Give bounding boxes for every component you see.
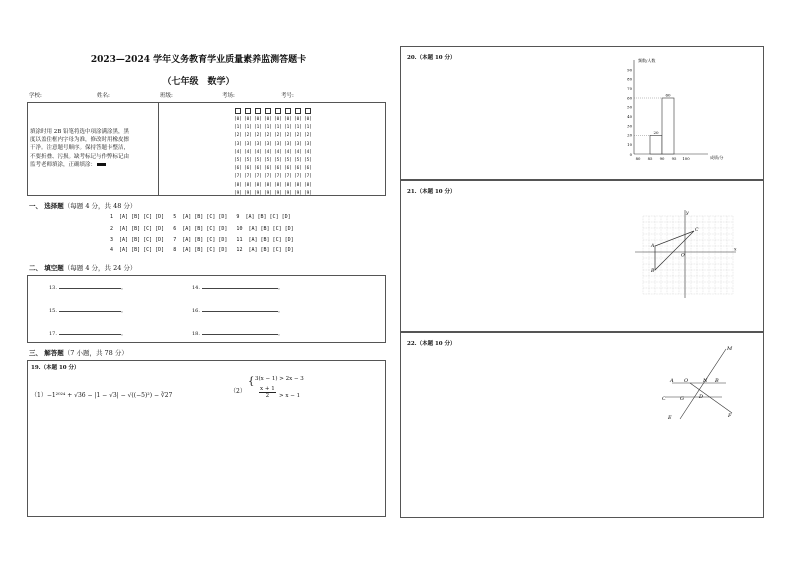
exam-id-digit[interactable]: [6] (284, 166, 292, 172)
exam-id-digit[interactable]: [5] (284, 158, 292, 164)
exam-id-digit[interactable]: [4] (234, 149, 242, 155)
bar-data-label: 60 (665, 92, 671, 98)
exam-id-digit[interactable]: [1] (304, 125, 312, 131)
y-tick-label: 40 (627, 113, 632, 119)
exam-id-digit[interactable]: [2] (304, 133, 312, 139)
exam-id-digit[interactable]: [1] (254, 125, 262, 131)
exam-id-digit[interactable]: [9] (284, 190, 292, 196)
fill-item-14[interactable]: 14. 。 (192, 285, 283, 291)
exam-id-digit[interactable]: [0] (234, 117, 242, 122)
q19-ineq2-rhs: > x − 1 (279, 393, 301, 399)
exam-id-column[interactable] (234, 116, 242, 198)
exam-id-digit[interactable]: [8] (264, 182, 272, 188)
notice-text: 填涂时用 2B 铅笔将选中项涂满涂黑，黑 度以盖住框内字母为准，修改时用橡皮擦 干净。注意题号顺序。保持答题卡整洁， 不要折叠、污损。缺考标记与作弊标记由 监考老师填涂，正确填涂： (30, 129, 130, 168)
q19-part1: （1）−1²⁰²⁴ + √36 − |1 − √3| − √((−5)²) − ∛27 (31, 392, 173, 399)
exam-id-digit[interactable]: [1] (234, 125, 242, 131)
x-tick-label: 85 (647, 156, 653, 161)
exam-id-digit[interactable]: [7] (234, 174, 242, 180)
mc-row-4[interactable]: 4 [A] [B] [C] [D] 8 [A] [B] [C] [D] 12 [A] [B] [C] [D] (110, 247, 294, 253)
exam-id-digit[interactable]: [6] (264, 166, 272, 172)
exam-id-digit[interactable]: [9] (244, 190, 252, 196)
exam-id-column[interactable] (244, 116, 252, 198)
y-tick-label: 60 (627, 95, 632, 101)
q22-heading: 22.（本题 10 分） (407, 341, 456, 347)
exam-id-digit[interactable]: [6] (234, 166, 242, 172)
exam-id-digit[interactable]: [4] (244, 149, 252, 155)
fill-item-18[interactable]: 18. 。 (192, 331, 283, 337)
parallel-lines-figure (656, 343, 746, 423)
fill-item-13[interactable]: 13. 。 (49, 285, 126, 291)
y-tick-label: 80 (627, 76, 632, 82)
exam-id-digit[interactable]: [5] (234, 158, 242, 164)
exam-id-column[interactable] (284, 116, 292, 198)
q19-box[interactable] (27, 360, 386, 517)
exam-id-digit[interactable]: [6] (244, 166, 252, 172)
exam-id-digit[interactable]: [9] (254, 190, 262, 196)
histogram-bar (662, 98, 674, 154)
exam-id-digit[interactable]: [7] (254, 174, 262, 180)
q19-heading: 19.（本题 10 分） (31, 365, 80, 371)
histogram-bar (650, 135, 662, 154)
origin-label: 0 (629, 152, 632, 157)
exam-id-digit[interactable]: [9] (294, 190, 302, 196)
exam-id-digit[interactable]: [3] (294, 141, 302, 147)
q19-part2-label: （2） (230, 388, 246, 395)
exam-id-digit[interactable]: [7] (284, 174, 292, 180)
exam-id-digit[interactable]: [4] (264, 149, 272, 155)
section1-heading: 一、 选择题（每题 4 分，共 48 分） (29, 202, 137, 210)
q20-heading: 20.（本题 10 分） (407, 55, 456, 61)
exam-id-digit[interactable]: [5] (254, 158, 262, 164)
exam-id-digit[interactable]: [6] (294, 166, 302, 172)
exam-id-digit[interactable]: [6] (274, 166, 282, 172)
mc-row-2[interactable]: 2 [A] [B] [C] [D] 6 [A] [B] [C] [D] 10 [A] [B] [C] [D] (110, 226, 294, 232)
exam-id-digit[interactable]: [1] (294, 125, 302, 131)
label-M: M (727, 346, 733, 352)
exam-id-digit[interactable]: [7] (244, 174, 252, 180)
label-A: A (651, 244, 655, 249)
exam-id-digit[interactable]: [6] (304, 166, 312, 172)
id-box[interactable] (295, 108, 301, 114)
label-x: x (734, 247, 737, 253)
exam-id-digit[interactable]: [2] (264, 133, 272, 139)
label-B: B (651, 269, 655, 274)
field-room: 考场: (222, 93, 235, 99)
exam-id-digit[interactable]: [9] (264, 190, 272, 196)
field-school: 学校: (29, 93, 42, 99)
exam-id-digit[interactable]: [0] (264, 117, 272, 122)
histogram-chart (618, 56, 728, 168)
exam-id-digit[interactable]: [3] (264, 141, 272, 147)
exam-id-digit[interactable]: [2] (254, 133, 262, 139)
fill-item-17[interactable]: 17. 。 (49, 331, 126, 337)
exam-id-digit[interactable]: [8] (274, 182, 282, 188)
exam-id-digit[interactable]: [8] (304, 182, 312, 188)
fill-item-15[interactable]: 15. 。 (49, 308, 126, 314)
exam-id-digit[interactable]: [5] (294, 158, 302, 164)
exam-id-digit[interactable]: [9] (304, 190, 312, 196)
bar-data-label: 20 (653, 129, 659, 135)
label-O: O (681, 253, 685, 259)
exam-id-digit[interactable]: [2] (274, 133, 282, 139)
exam-id-digit[interactable]: [5] (274, 158, 282, 164)
exam-id-digit[interactable]: [2] (284, 133, 292, 139)
label-D: D (699, 394, 704, 400)
info-divider (158, 102, 159, 196)
exam-id-digit[interactable]: [4] (304, 149, 312, 155)
exam-id-digit[interactable]: [9] (234, 190, 242, 196)
fill-sample (97, 163, 106, 166)
exam-id-digit[interactable]: [4] (294, 149, 302, 155)
page-subtitle: （七年级 数学） (162, 77, 235, 87)
label-A: A (670, 378, 674, 384)
y-tick-label: 30 (627, 123, 632, 129)
exam-id-digit[interactable]: [0] (254, 117, 262, 122)
exam-id-column[interactable] (264, 116, 272, 198)
id-box[interactable] (285, 108, 291, 114)
exam-id-digit[interactable]: [0] (294, 117, 302, 122)
section3-heading: 三、 解答题（7 小题，共 78 分） (29, 349, 128, 357)
exam-id-digit[interactable]: [7] (294, 174, 302, 180)
coordinate-grid (633, 208, 739, 300)
exam-id-column[interactable] (294, 116, 302, 198)
exam-id-digit[interactable]: [5] (264, 158, 272, 164)
exam-id-digit[interactable]: [8] (244, 182, 252, 188)
exam-id-digit[interactable]: [3] (234, 141, 242, 147)
exam-id-digit[interactable]: [2] (294, 133, 302, 139)
q19-brace: { (248, 376, 255, 387)
q19-ineq2: x + 1 2 (260, 386, 275, 399)
field-name: 姓名: (97, 93, 110, 99)
x-axis-label: 成绩/分 (710, 155, 724, 160)
x-tick-label: 80 (635, 156, 641, 161)
label-E: E (668, 415, 672, 421)
y-axis-label: 频数/人数 (638, 58, 656, 63)
exam-id-digit[interactable]: [3] (274, 141, 282, 147)
id-box[interactable] (265, 108, 271, 114)
y-tick-label: 20 (627, 132, 632, 138)
fill-item-16[interactable]: 16. 。 (192, 308, 283, 314)
label-N: N (703, 378, 708, 384)
exam-id-digit[interactable]: [4] (284, 149, 292, 155)
exam-id-digit[interactable]: [0] (244, 117, 252, 122)
y-tick-label: 50 (627, 104, 632, 110)
label-F: F (728, 413, 732, 419)
exam-id-digit[interactable]: [5] (304, 158, 312, 164)
exam-id-digit[interactable]: [3] (304, 141, 312, 147)
y-tick-label: 10 (627, 141, 632, 147)
id-box[interactable] (275, 108, 281, 114)
exam-id-digit[interactable]: [7] (274, 174, 282, 180)
exam-id-digit[interactable]: [7] (304, 174, 312, 180)
q19-ineq1: 3(x − 1) > 2x − 3 (255, 376, 304, 382)
line-me (680, 349, 726, 419)
exam-id-digit[interactable]: [3] (244, 141, 252, 147)
exam-id-digit[interactable]: [0] (304, 117, 312, 122)
label-B: B (715, 378, 719, 384)
exam-id-column[interactable] (254, 116, 262, 198)
exam-id-digit[interactable]: [1] (274, 125, 282, 131)
exam-id-digit[interactable]: [3] (254, 141, 262, 147)
exam-id-digit[interactable]: [3] (284, 141, 292, 147)
x-tick-label: 90 (659, 156, 665, 161)
exam-id-digit[interactable]: [6] (254, 166, 262, 172)
exam-id-digit[interactable]: [1] (244, 125, 252, 131)
id-box[interactable] (245, 108, 251, 114)
section2-heading: 二、 填空题（每题 4 分，共 24 分） (29, 264, 137, 272)
y-tick-label: 90 (627, 67, 632, 73)
mc-row-3[interactable]: 3 [A] [B] [C] [D] 7 [A] [B] [C] [D] 11 [A] [B] [C] [D] (110, 237, 294, 243)
x-tick-label: 95 (671, 156, 677, 161)
exam-id-digit[interactable]: [2] (244, 133, 252, 139)
exam-id-column[interactable] (304, 116, 312, 198)
exam-id-digit[interactable]: [4] (274, 149, 282, 155)
exam-id-digit[interactable]: [4] (254, 149, 262, 155)
page-title: 2023—2024 学年义务教育学业质量素养监测答题卡 (90, 55, 307, 65)
id-box[interactable] (235, 108, 241, 114)
line-of (690, 383, 732, 413)
field-number: 考号: (281, 93, 294, 99)
label-G: G (680, 396, 684, 402)
label-C: C (695, 228, 699, 233)
exam-id-digit[interactable]: [8] (234, 182, 242, 188)
label-y: y (686, 211, 689, 216)
exam-id-digit[interactable]: [5] (244, 158, 252, 164)
exam-id-digit[interactable]: [1] (284, 125, 292, 131)
exam-id-digit[interactable]: [0] (274, 117, 282, 122)
y-tick-label: 70 (627, 85, 632, 91)
exam-id-digit[interactable]: [8] (294, 182, 302, 188)
exam-id-column[interactable] (274, 116, 282, 198)
exam-id-digit[interactable]: [9] (274, 190, 282, 196)
exam-id-digit[interactable]: [8] (284, 182, 292, 188)
label-O: O (684, 378, 689, 384)
exam-id-digit[interactable]: [8] (254, 182, 262, 188)
exam-id-digit[interactable]: [1] (264, 125, 272, 131)
id-box[interactable] (305, 108, 311, 114)
exam-id-digit[interactable]: [7] (264, 174, 272, 180)
x-tick-label: 100 (682, 156, 690, 161)
exam-id-digit[interactable]: [2] (234, 133, 242, 139)
exam-id-digit[interactable]: [0] (284, 117, 292, 122)
q21-heading: 21.（本题 10 分） (407, 189, 456, 195)
id-box[interactable] (255, 108, 261, 114)
mc-row-1[interactable]: 1 [A] [B] [C] [D] 5 [A] [B] [C] [D] 9 [A] [B] [C] [D] (110, 214, 291, 220)
field-class: 班级: (160, 93, 173, 99)
label-C: C (662, 396, 666, 402)
